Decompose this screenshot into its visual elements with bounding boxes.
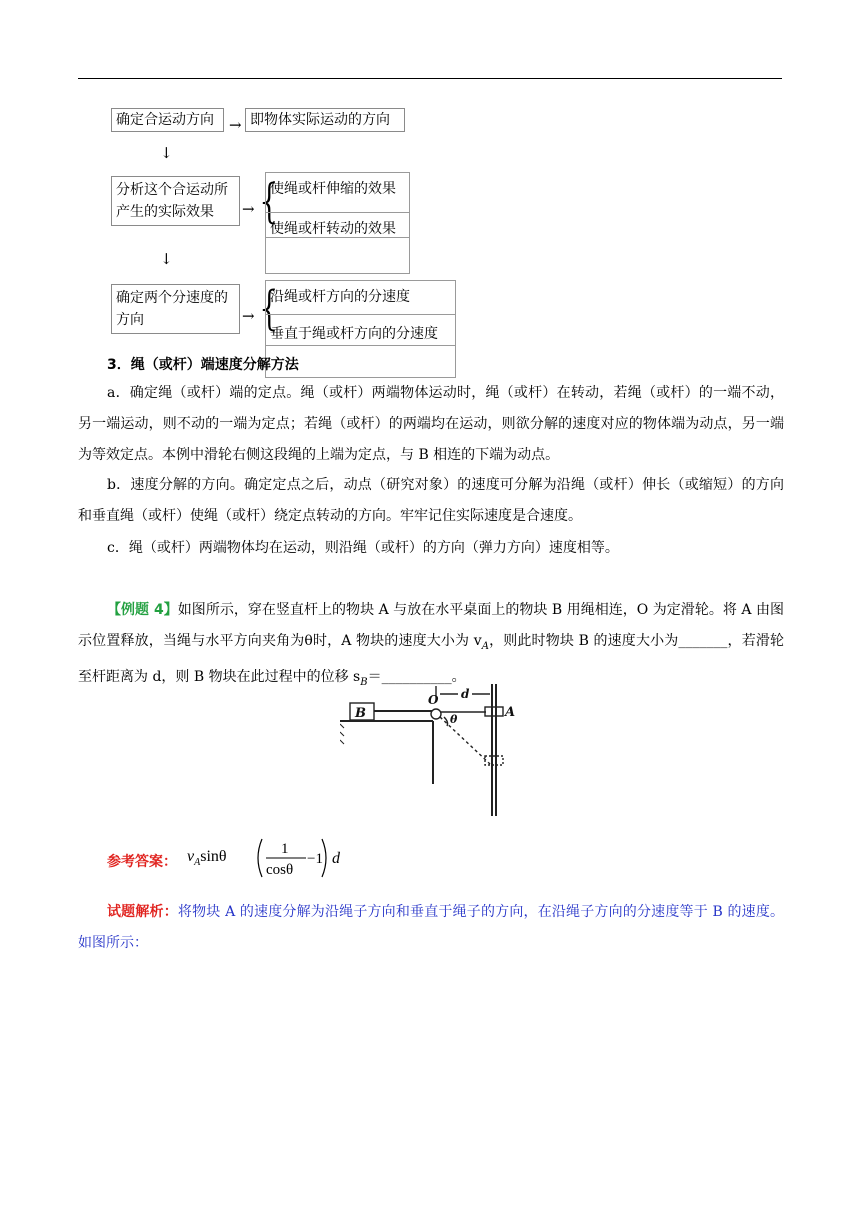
- pulley-o: [431, 709, 441, 719]
- brace-2: {: [255, 281, 285, 335]
- header-rule: [78, 78, 782, 79]
- hatch: [340, 724, 344, 744]
- paragraph-c: c．绳（或杆）两端物体均在运动，则沿绳（或杆）的方向（弹力方向）速度相等。: [107, 540, 619, 556]
- math-v: v: [187, 848, 195, 865]
- example-text: ，则此时物块 B 的速度大小为_______，若滑轮至杆距离为 d，则 B 物块在此过程中的位移 s: [78, 633, 784, 685]
- component-along-rope: 沿绳或杆方向的分速度: [270, 289, 410, 305]
- paragraph-b: b．速度分解的方向。确定定点之后，动点（研究对象）的速度可分解为沿绳（或杆）伸长（或缩短）的方向和垂直绳（或杆）使绳（或杆）绕定点转动的方向。牢牢记住实际速度是合速度。: [78, 477, 784, 524]
- answer-fraction: [252, 835, 352, 881]
- analysis: [78, 897, 784, 959]
- arrow-right-3: →: [242, 307, 255, 325]
- arrow-down-2: ↓: [160, 250, 173, 268]
- flow-box-line: 分析这个合运动所: [116, 182, 228, 198]
- math-d: d: [332, 850, 340, 867]
- effect-rotate: 使绳或杆转动的效果: [270, 221, 396, 237]
- subscript-b: B: [360, 676, 368, 688]
- label-o: O: [428, 693, 439, 707]
- block-a-dashed: [485, 756, 503, 765]
- block-a: [485, 707, 503, 716]
- effect-stretch: 使绳或杆伸缩的效果: [270, 181, 396, 197]
- label-b: B: [355, 706, 366, 721]
- section-heading: 3．绳（或杆）端速度分解方法: [107, 357, 299, 373]
- flow-box-compose-direction: [111, 108, 224, 132]
- frame-divider: [265, 314, 456, 315]
- fraction-num: 1: [281, 841, 289, 857]
- brace-1: {: [255, 174, 285, 228]
- flow-box-analyze-effect: [111, 176, 240, 226]
- flow-box-component-directions: [111, 284, 240, 334]
- arrow-right-1: →: [229, 116, 242, 134]
- flow-box-line: 方向: [116, 312, 144, 328]
- frame-divider: [265, 237, 410, 238]
- answer-label: 参考答案：: [107, 854, 177, 870]
- example-text: 如图所示，穿在竖直杆上的物块 A 与放在水平桌面上的物块 B 用绳相连，O 为定滑轮。将 A 由图示位置释放，当绳与水平方向夹角为θ时，A 物块的速度大小为 v: [78, 602, 784, 649]
- flow-box-line: 确定两个分速度的: [116, 290, 228, 306]
- fraction-den: cosθ: [266, 862, 294, 878]
- paragraph-a: a．确定绳（或杆）端的定点。绳（或杆）两端物体运动时，绳（或杆）在转动，若绳（或杆）的一端不动，另一端运动，则不动的一端为定点；若绳（或杆）的两端均在运动，则欲分解的速度对应的物体端为动点，另一端为等效定点。本例中滑轮右侧这段绳的上端为定点，与 B 相连的下端为动点。: [78, 385, 784, 463]
- analysis-label: 试题解析：: [107, 904, 178, 920]
- example-label: 【例题 4】: [107, 602, 178, 618]
- label-theta: θ: [450, 713, 458, 726]
- frame-divider: [265, 345, 456, 346]
- subscript-a: A: [481, 640, 489, 652]
- flow-box-text: 即物体实际运动的方向: [250, 112, 390, 128]
- frame-divider: [265, 212, 410, 213]
- example-text: ＝__________。: [367, 668, 466, 685]
- physics-figure: [340, 676, 520, 818]
- arrow-right-2: →: [242, 200, 255, 218]
- flow-box-actual-motion: [245, 108, 405, 132]
- math-sin: sinθ: [200, 848, 227, 865]
- analysis-text: 将物块 A 的速度分解为沿绳子方向和垂直于绳子的方向，在沿绳子方向的分速度等于 B 的速度。如图所示：: [78, 904, 784, 951]
- label-d: d: [461, 687, 470, 701]
- arrow-down-1: ↓: [160, 144, 173, 162]
- paren-left: [258, 839, 262, 877]
- answer-v-sin: [187, 848, 227, 868]
- component-perpendicular: 垂直于绳或杆方向的分速度: [270, 326, 438, 342]
- flow-box-text: 确定合运动方向: [116, 112, 214, 128]
- label-a: A: [505, 705, 516, 720]
- math-sub: A: [194, 857, 201, 869]
- flow-box-line: 产生的实际效果: [116, 204, 214, 220]
- minus-one: −1: [307, 851, 323, 867]
